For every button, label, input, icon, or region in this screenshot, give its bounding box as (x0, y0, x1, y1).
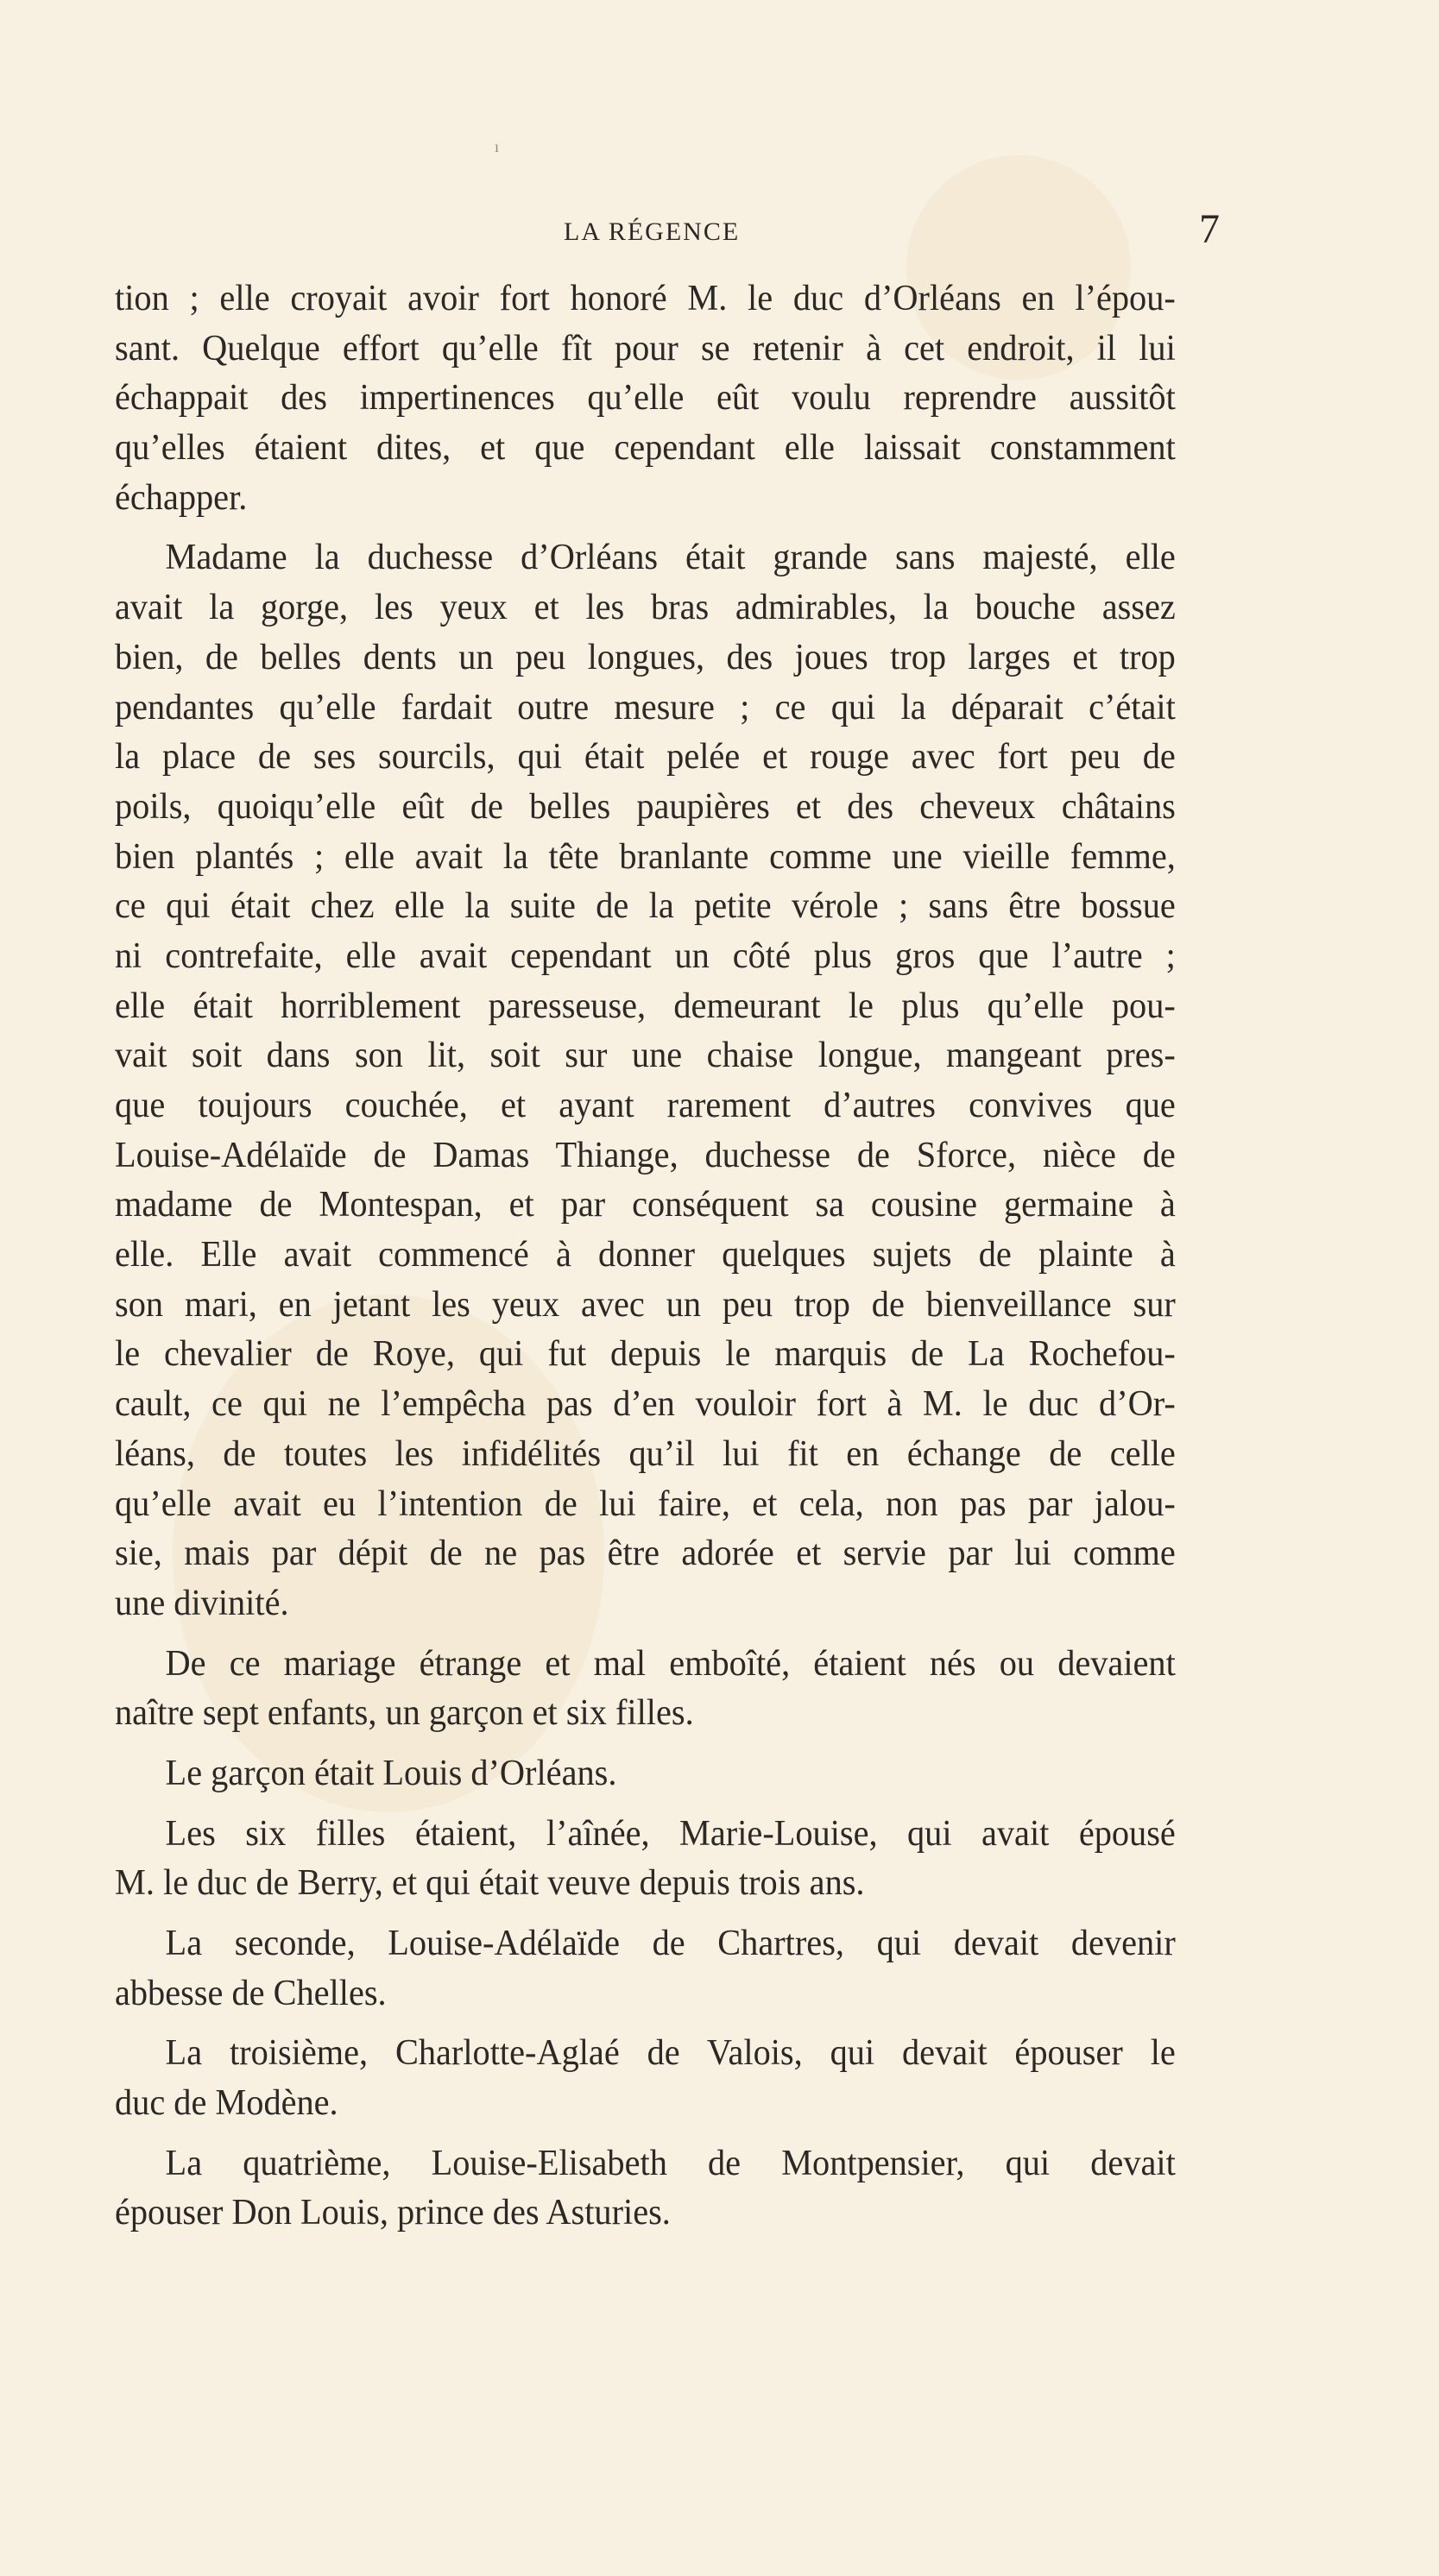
page-header (115, 205, 1220, 254)
running-title: LA RÉGENCE (564, 217, 741, 246)
text-line: une divinité. (115, 1583, 289, 1623)
paragraph (115, 1640, 1220, 1739)
text-line: la place de ses sourcils, qui était pelée et rouge avec fort peu de (115, 737, 1176, 778)
text-line: tion ; elle croyait avoir fort honoré M. le duc d’Orléans en l’épou- (115, 279, 1176, 318)
text-line: naître sept enfants, un garçon et six filles. (115, 1693, 694, 1734)
text-line: qu’elles étaient dites, et que cependant elle laissait constamment (115, 428, 1176, 469)
paragraph (115, 274, 1220, 523)
text-line: Les six filles étaient, l’aînée, Marie-Louise, qui avait épousé (165, 1813, 1176, 1854)
page-number: 7 (1199, 206, 1220, 252)
text-line: bien, de belles dents un peu longues, des joues trop larges et trop (115, 637, 1176, 677)
text-line: qu’elle avait eu l’intention de lui faire, et cela, non pas par jalou- (115, 1483, 1176, 1524)
paragraph (115, 2139, 1220, 2239)
text-line: le chevalier de Roye, qui fut depuis le marquis de La Rochefou- (115, 1334, 1176, 1375)
text-line: La troisième, Charlotte-Aglaé de Valois, qui devait épouser le (165, 2033, 1176, 2074)
paragraph (115, 1810, 1220, 1909)
text-line: Louise-Adélaïde de Damas Thiange, duchesse de Sforce, nièce de (115, 1135, 1176, 1175)
text-line: son mari, en jetant les yeux avec un peu trop de bienveillance sur (115, 1284, 1176, 1325)
paragraph (115, 2029, 1220, 2128)
text-line: pendantes qu’elle fardait outre mesure ; ce qui la déparait c’était (115, 687, 1176, 727)
text-line: que toujours couchée, et ayant rarement d’autres convives que (115, 1086, 1176, 1125)
text-line: ce qui était chez elle la suite de la petite vérole ; sans être bossue (115, 886, 1176, 927)
text-line: épouser Don Louis, prince des Asturies. (115, 2193, 671, 2233)
text-line: Le garçon était Louis d’Orléans. (165, 1753, 617, 1793)
text-line: bien plantés ; elle avait la tête branlante comme une vieille femme, (115, 836, 1176, 877)
paragraph (115, 1919, 1220, 2019)
text-line: vait soit dans son lit, soit sur une chaise longue, mangeant pres- (115, 1036, 1176, 1076)
text-line: avait la gorge, les yeux et les bras admirables, la bouche assez (115, 588, 1176, 628)
body-text (115, 274, 1220, 2239)
paragraph (115, 1749, 1220, 1799)
paragraph (115, 533, 1220, 1628)
text-line: elle était horriblement paresseuse, demeurant le plus qu’elle pou- (115, 986, 1176, 1026)
text-line: échappait des impertinences qu’elle eût voulu reprendre aussitôt (115, 378, 1176, 419)
text-line: duc de Modène. (115, 2083, 338, 2124)
text-line: sant. Quelque effort qu’elle fît pour se retenir à cet endroit, il lui (115, 328, 1176, 368)
text-line: abbesse de Chelles. (115, 1973, 387, 2013)
text-line: léans, de toutes les infidélités qu’il lui fit en échange de celle (115, 1433, 1176, 1474)
text-line: échapper. (115, 477, 248, 518)
text-line: Madame la duchesse d’Orléans était grande sans majesté, elle (165, 538, 1176, 578)
text-line: madame de Montespan, et par conséquent sa cousine germaine à (115, 1185, 1176, 1225)
text-line: poils, quoiqu’elle eût de belles paupières et des cheveux châtains (115, 786, 1176, 827)
text-line: La quatrième, Louise-Elisabeth de Montpensier, qui devait (165, 2143, 1176, 2183)
text-line: M. le duc de Berry, et qui était veuve depuis trois ans. (115, 1863, 865, 1904)
text-line: cault, ce qui ne l’empêcha pas d’en vouloir fort à M. le duc d’Or- (115, 1384, 1176, 1425)
text-line: ni contrefaite, elle avait cependant un côté plus gros que l’autre ; (115, 935, 1176, 976)
scan-mark: ı (495, 138, 500, 155)
text-line: elle. Elle avait commencé à donner quelques sujets de plainte à (115, 1235, 1176, 1275)
text-line: sie, mais par dépit de ne pas être adorée et servie par lui comme (115, 1534, 1176, 1574)
text-line: La seconde, Louise-Adélaïde de Chartres, qui devait devenir (165, 1924, 1176, 1963)
text-line: De ce mariage étrange et mal emboîté, étaient nés ou devaient (165, 1643, 1176, 1684)
